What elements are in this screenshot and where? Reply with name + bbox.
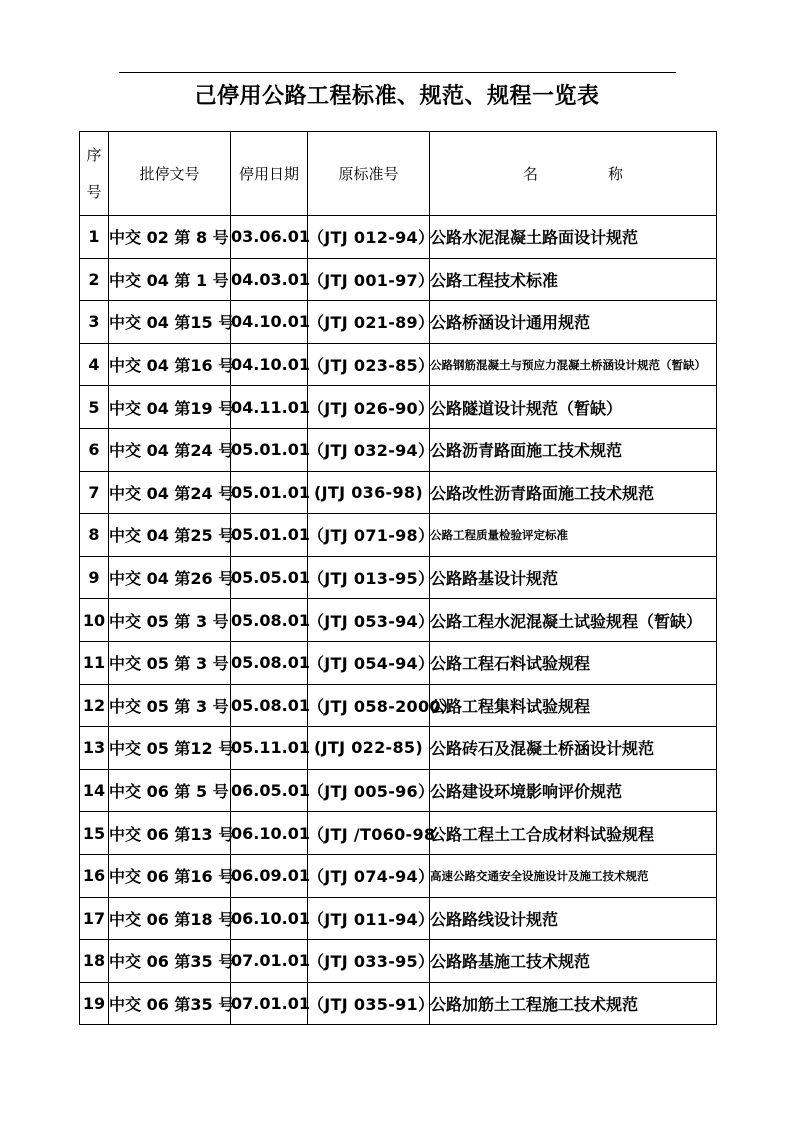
- cell-serial-number: 8: [80, 514, 109, 557]
- cell-name: 公路改性沥青路面施工技术规范: [430, 471, 717, 514]
- cell-name: 公路隧道设计规范（暂缺）: [430, 386, 717, 429]
- table-row: [80, 897, 717, 940]
- cell-name: 高速公路交通安全设施设计及施工技术规范: [430, 854, 717, 897]
- cell-approval-doc: 中交 06 第18 号: [109, 897, 231, 940]
- table-row: [80, 641, 717, 684]
- cell-stop-date: 04.03.01: [231, 258, 308, 301]
- cell-serial-number: 10: [80, 599, 109, 642]
- cell-approval-doc: 中交 04 第24 号: [109, 428, 231, 471]
- cell-standard-number: （JTJ 035-91）: [308, 982, 430, 1025]
- cell-name: 公路水泥混凝土路面设计规范: [430, 216, 717, 259]
- table-row: [80, 727, 717, 770]
- cell-stop-date: 05.05.01: [231, 556, 308, 599]
- header-stop-date: 停用日期: [231, 132, 308, 216]
- cell-approval-doc: 中交 05 第 3 号: [109, 641, 231, 684]
- table-row: [80, 769, 717, 812]
- table-row: [80, 343, 717, 386]
- cell-stop-date: 05.01.01: [231, 471, 308, 514]
- cell-approval-doc: 中交 06 第16 号: [109, 854, 231, 897]
- table-row: [80, 599, 717, 642]
- cell-serial-number: 2: [80, 258, 109, 301]
- table-row: [80, 982, 717, 1025]
- cell-stop-date: 04.10.01: [231, 343, 308, 386]
- cell-name: 公路工程质量检验评定标准: [430, 514, 717, 557]
- cell-serial-number: 6: [80, 428, 109, 471]
- table-header-row: [80, 132, 717, 216]
- table-row: [80, 556, 717, 599]
- cell-stop-date: 05.11.01: [231, 727, 308, 770]
- cell-serial-number: 3: [80, 301, 109, 344]
- page-title: 己停用公路工程标准、规范、规程一览表: [194, 84, 600, 109]
- cell-serial-number: 1: [80, 216, 109, 259]
- cell-approval-doc: 中交 06 第 5 号: [109, 769, 231, 812]
- top-rule: [119, 72, 676, 73]
- cell-standard-number: (JTJ 022-85): [308, 727, 430, 770]
- cell-approval-doc: 中交 06 第13 号: [109, 812, 231, 855]
- cell-serial-number: 7: [80, 471, 109, 514]
- header-standard-number: 原标准号: [308, 132, 430, 216]
- cell-stop-date: 07.01.01: [231, 982, 308, 1025]
- cell-standard-number: （JTJ 058-2000）: [308, 684, 430, 727]
- cell-standard-number: （JTJ 053-94）: [308, 599, 430, 642]
- cell-name: 公路工程集料试验规程: [430, 684, 717, 727]
- standards-table: [79, 131, 717, 1025]
- cell-stop-date: 05.08.01: [231, 684, 308, 727]
- cell-name: 公路工程技术标准: [430, 258, 717, 301]
- cell-serial-number: 13: [80, 727, 109, 770]
- cell-stop-date: 05.01.01: [231, 428, 308, 471]
- cell-standard-number: （JTJ 026-90）: [308, 386, 430, 429]
- cell-approval-doc: 中交 04 第 1 号: [109, 258, 231, 301]
- cell-stop-date: 03.06.01: [231, 216, 308, 259]
- cell-approval-doc: 中交 04 第15 号: [109, 301, 231, 344]
- table-row: [80, 940, 717, 983]
- cell-standard-number: （JTJ 033-95）: [308, 940, 430, 983]
- cell-approval-doc: 中交 04 第24 号: [109, 471, 231, 514]
- cell-stop-date: 06.09.01: [231, 854, 308, 897]
- cell-approval-doc: 中交 05 第 3 号: [109, 599, 231, 642]
- cell-serial-number: 12: [80, 684, 109, 727]
- table-row: [80, 812, 717, 855]
- cell-stop-date: 06.10.01: [231, 812, 308, 855]
- table-row: [80, 471, 717, 514]
- cell-name: 公路砖石及混凝土桥涵设计规范: [430, 727, 717, 770]
- table-row: [80, 428, 717, 471]
- cell-approval-doc: 中交 06 第35 号: [109, 940, 231, 983]
- cell-serial-number: 9: [80, 556, 109, 599]
- cell-serial-number: 19: [80, 982, 109, 1025]
- cell-approval-doc: 中交 06 第35 号: [109, 982, 231, 1025]
- cell-stop-date: 05.08.01: [231, 599, 308, 642]
- cell-name: 公路建设环境影响评价规范: [430, 769, 717, 812]
- cell-serial-number: 5: [80, 386, 109, 429]
- cell-standard-number: （JTJ 013-95）: [308, 556, 430, 599]
- table-row: [80, 684, 717, 727]
- cell-stop-date: 04.10.01: [231, 301, 308, 344]
- cell-approval-doc: 中交 04 第19 号: [109, 386, 231, 429]
- cell-name: 公路沥青路面施工技术规范: [430, 428, 717, 471]
- cell-serial-number: 15: [80, 812, 109, 855]
- cell-approval-doc: 中交 05 第 3 号: [109, 684, 231, 727]
- cell-approval-doc: 中交 05 第12 号: [109, 727, 231, 770]
- header-serial-number: 序 号: [80, 132, 109, 216]
- cell-stop-date: 06.10.01: [231, 897, 308, 940]
- table-row: [80, 386, 717, 429]
- cell-standard-number: （JTJ 023-85）: [308, 343, 430, 386]
- cell-approval-doc: 中交 02 第 8 号: [109, 216, 231, 259]
- cell-stop-date: 04.11.01: [231, 386, 308, 429]
- cell-name: 公路桥涵设计通用规范: [430, 301, 717, 344]
- table-row: [80, 258, 717, 301]
- cell-name: 公路路基设计规范: [430, 556, 717, 599]
- cell-approval-doc: 中交 04 第26 号: [109, 556, 231, 599]
- cell-standard-number: (JTJ 036-98): [308, 471, 430, 514]
- cell-standard-number: （JTJ 054-94）: [308, 641, 430, 684]
- table-row: [80, 854, 717, 897]
- table-row: [80, 514, 717, 557]
- cell-standard-number: （JTJ 074-94）: [308, 854, 430, 897]
- cell-standard-number: （JTJ 012-94）: [308, 216, 430, 259]
- cell-serial-number: 16: [80, 854, 109, 897]
- cell-stop-date: 05.08.01: [231, 641, 308, 684]
- cell-standard-number: （JTJ 001-97）: [308, 258, 430, 301]
- table-row: [80, 301, 717, 344]
- cell-standard-number: （JTJ 032-94）: [308, 428, 430, 471]
- cell-standard-number: （JTJ /T060-98: [308, 812, 430, 855]
- cell-standard-number: （JTJ 021-89）: [308, 301, 430, 344]
- cell-stop-date: 05.01.01: [231, 514, 308, 557]
- header-approval-doc: 批停文号: [109, 132, 231, 216]
- cell-serial-number: 14: [80, 769, 109, 812]
- cell-approval-doc: 中交 04 第16 号: [109, 343, 231, 386]
- cell-name: 公路工程土工合成材料试验规程: [430, 812, 717, 855]
- table-row: [80, 216, 717, 259]
- cell-standard-number: （JTJ 011-94）: [308, 897, 430, 940]
- cell-serial-number: 4: [80, 343, 109, 386]
- cell-name: 公路路基施工技术规范: [430, 940, 717, 983]
- cell-standard-number: （JTJ 071-98）: [308, 514, 430, 557]
- cell-name: 公路路线设计规范: [430, 897, 717, 940]
- cell-approval-doc: 中交 04 第25 号: [109, 514, 231, 557]
- cell-serial-number: 17: [80, 897, 109, 940]
- cell-name: 公路工程石料试验规程: [430, 641, 717, 684]
- cell-stop-date: 07.01.01: [231, 940, 308, 983]
- header-name: 名 称: [430, 132, 717, 216]
- cell-name: 公路钢筋混凝土与预应力混凝土桥涵设计规范（暂缺）: [430, 343, 717, 386]
- cell-name: 公路加筋土工程施工技术规范: [430, 982, 717, 1025]
- cell-serial-number: 18: [80, 940, 109, 983]
- cell-stop-date: 06.05.01: [231, 769, 308, 812]
- cell-standard-number: （JTJ 005-96）: [308, 769, 430, 812]
- cell-serial-number: 11: [80, 641, 109, 684]
- cell-name: 公路工程水泥混凝土试验规程（暂缺）: [430, 599, 717, 642]
